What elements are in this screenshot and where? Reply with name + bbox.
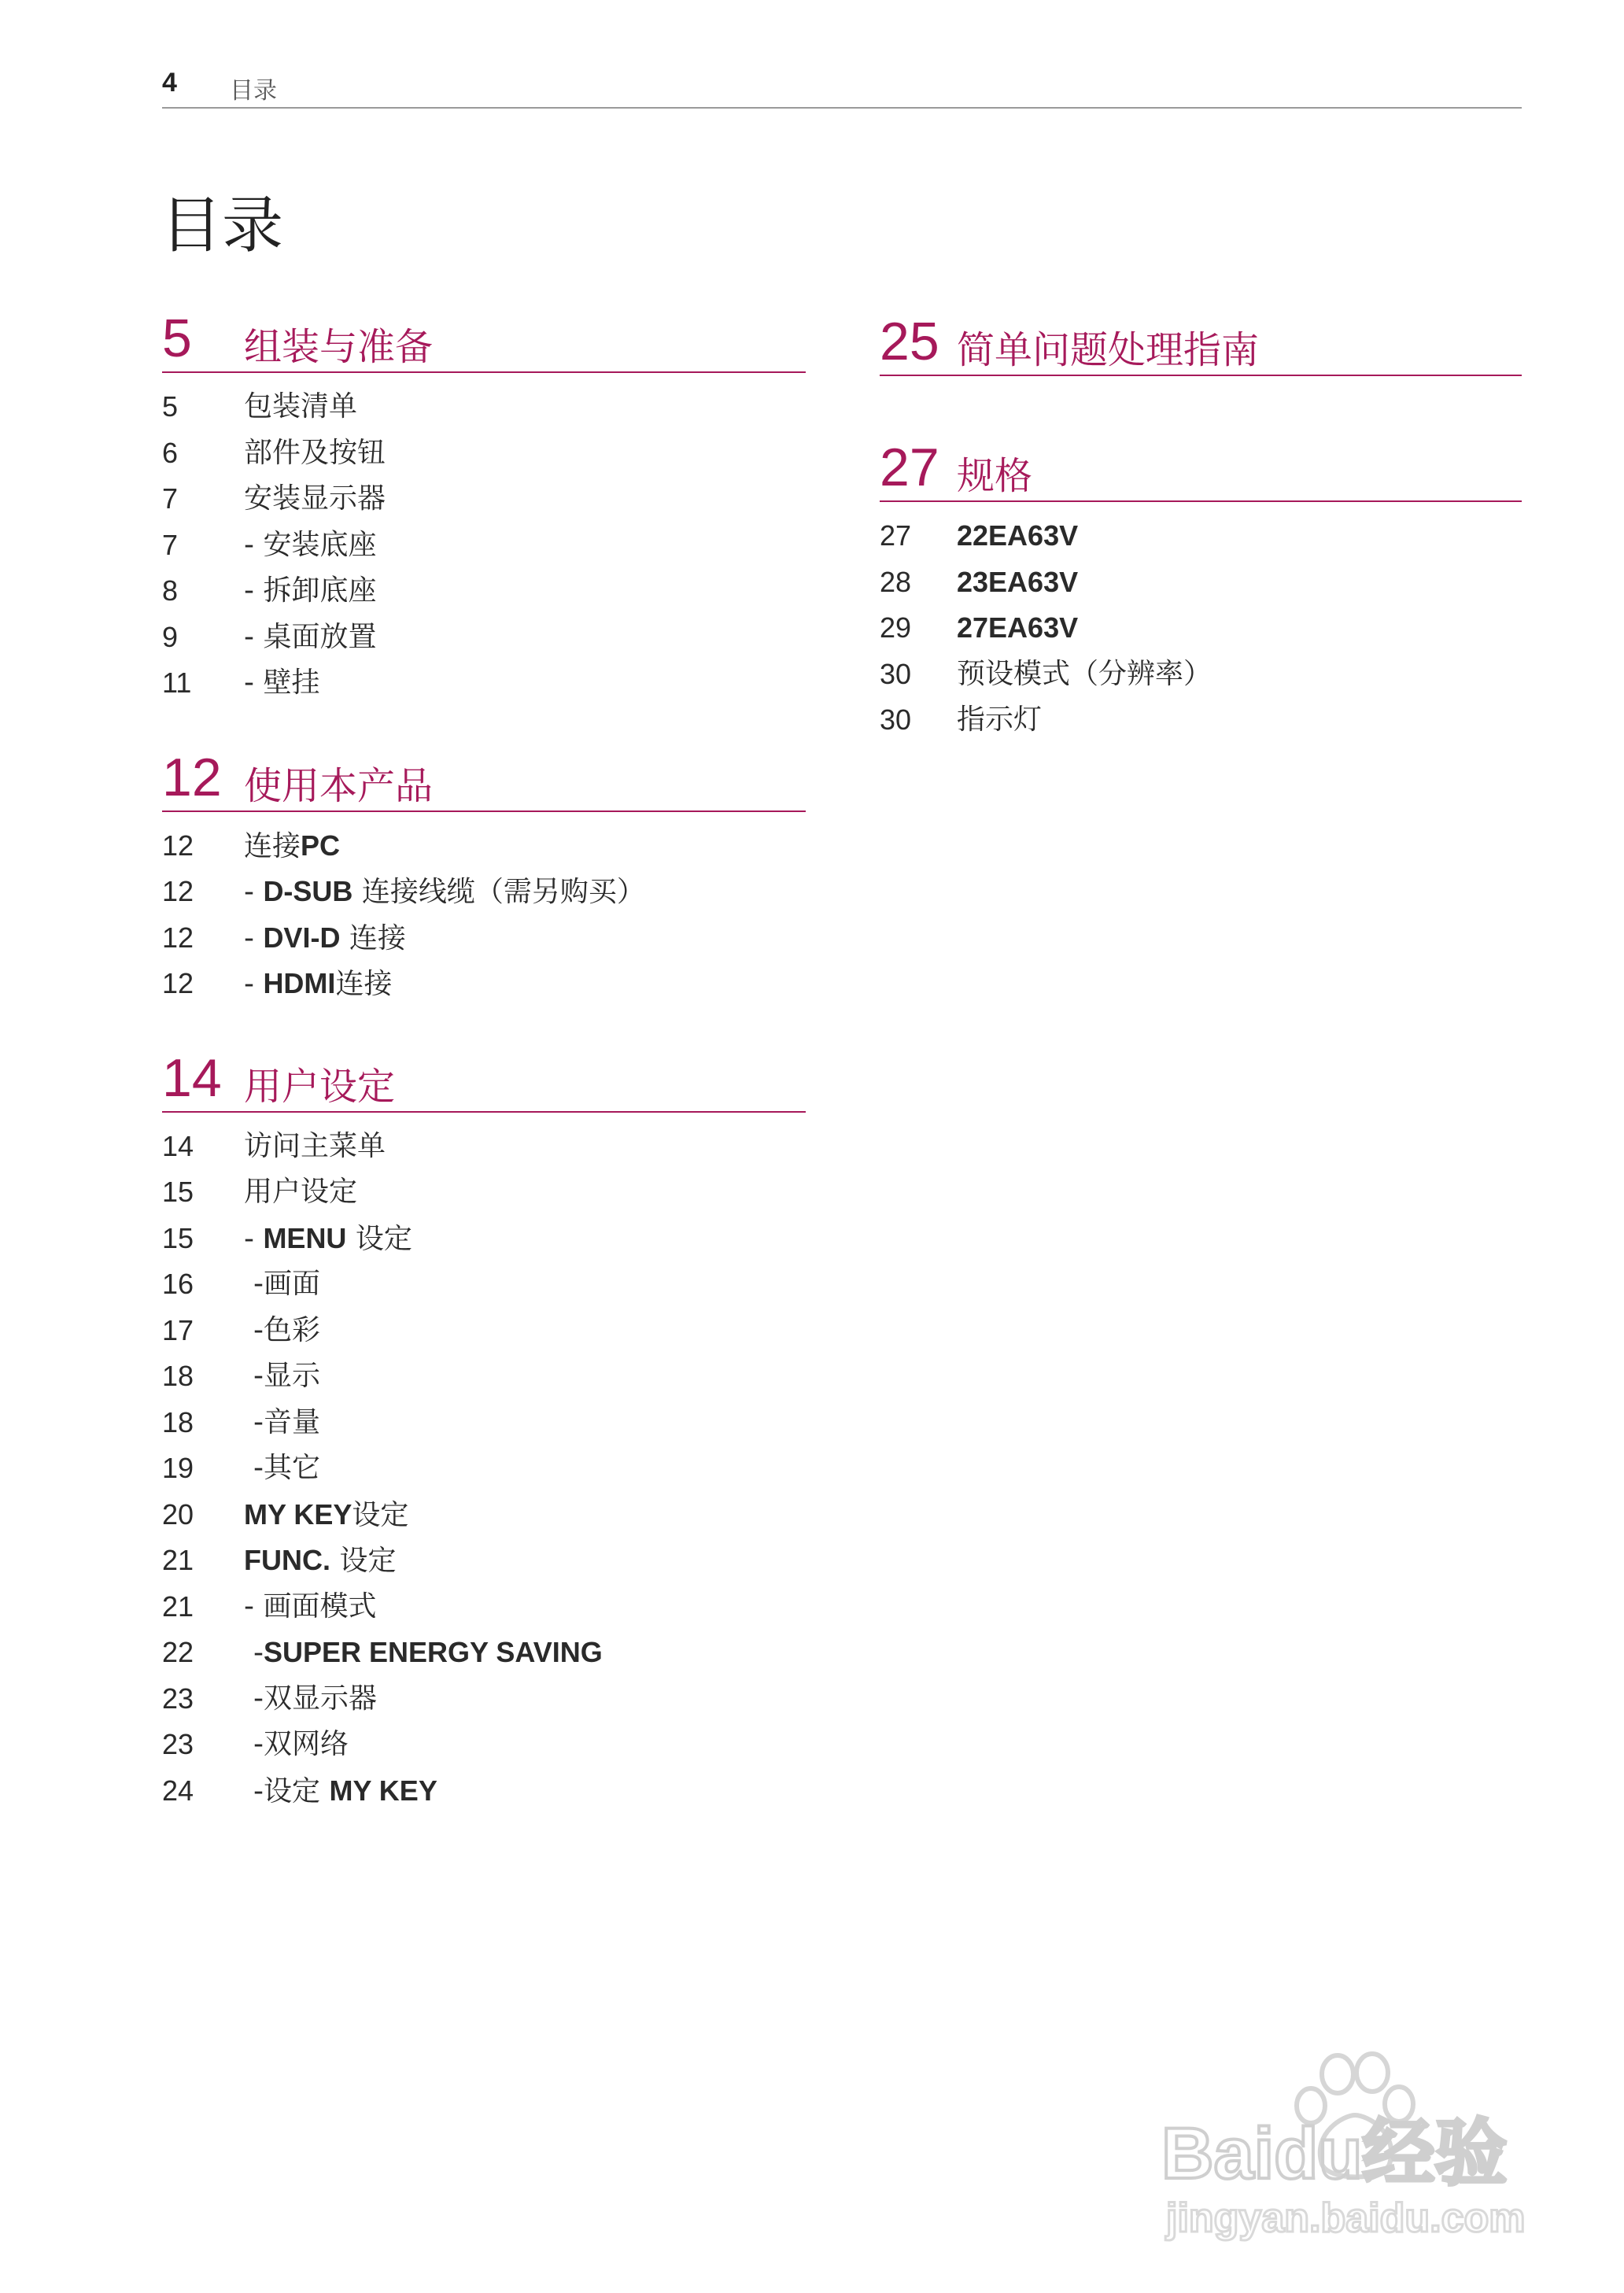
section-heading[interactable] [162,1048,806,1113]
toc-entry[interactable] [162,823,806,870]
entry-label: 设定 [264,1774,330,1807]
toc-section [162,748,806,1007]
entry-label-bold: D-SUB [263,875,353,907]
entry-prefix: - [244,921,264,954]
toc-section [162,1048,806,1815]
section-title: 规格 [957,454,1033,499]
entry-page: 21 [162,1590,194,1623]
entry-page: 29 [880,611,912,644]
toc-entry[interactable] [162,1124,806,1170]
toc-entry[interactable] [162,615,806,661]
toc-entry[interactable] [162,1768,806,1815]
entry-label: 访问主菜单 [244,1129,386,1162]
entry-label-bold: MY KEY [244,1497,352,1531]
section-page-number: 12 [162,747,222,807]
entry-prefix: - [244,1590,264,1623]
entry-label: 连接 [244,829,301,862]
entry-page: 9 [162,620,179,653]
entry-label-bold: 22EA63V [957,519,1079,552]
entry-page: 30 [880,657,912,690]
toc-entry[interactable] [162,915,806,962]
entry-label: 包装清单 [244,390,358,423]
entry-page: 14 [162,1129,194,1162]
page-header [162,68,1522,109]
entry-page: 20 [162,1497,194,1531]
toc-entry[interactable] [162,1216,806,1262]
toc-entry[interactable] [162,476,806,522]
entry-label: 音量 [264,1405,321,1438]
entry-label: 桌面放置 [263,620,377,653]
toc-entry[interactable] [162,430,806,477]
entry-label-bold: 27EA63V [957,611,1079,644]
entry-label-bold: FUNC. [244,1544,330,1576]
entry-page: 27 [880,519,912,552]
entry-page: 23 [162,1728,194,1760]
section-heading[interactable] [162,748,806,812]
entry-label: 壁挂 [263,666,320,699]
entry-label: 设定 [352,1498,409,1531]
entry-prefix: - [253,1682,264,1715]
baidu-jingyan-watermark [1155,2046,1564,2251]
entry-label-bold: MY KEY [329,1774,437,1807]
section-heading[interactable] [162,308,806,373]
toc-entry[interactable] [162,961,806,1007]
entry-label: 连接 [335,968,393,1000]
toc-entry[interactable] [880,559,1522,606]
entry-prefix: - [244,968,264,1000]
header-title: 目录 [230,77,277,105]
entry-label: 设定 [346,1222,412,1255]
section-page-number: 27 [880,438,939,497]
entry-prefix: - [244,1222,264,1255]
entry-label: 预设模式（分辨率） [957,657,1212,690]
entry-page: 19 [162,1452,194,1484]
entry-label: 部件及按钮 [244,436,386,469]
section-page-number: 14 [162,1047,222,1108]
entry-label: 设定 [330,1545,397,1577]
entry-label: 用户设定 [244,1176,358,1208]
entry-prefix: - [253,1637,264,1669]
toc-entry[interactable] [162,1676,806,1723]
page-title: 目录 [161,190,284,261]
toc-entry[interactable] [162,1492,806,1538]
entry-page: 18 [162,1405,194,1438]
entry-label: 安装显示器 [244,482,386,515]
entry-label: 显示 [264,1360,321,1392]
entry-page: 24 [162,1774,194,1807]
entry-page: 12 [162,875,194,907]
section-page-number: 25 [880,312,939,371]
entry-page: 15 [162,1176,194,1208]
entry-prefix: - [253,1360,264,1392]
entry-label: 双网络 [264,1728,349,1760]
toc-entry[interactable] [162,1169,806,1216]
entry-label: 双显示器 [264,1682,378,1715]
entry-page: 15 [162,1221,194,1254]
page-number: 4 [162,68,177,98]
entry-label-bold: SUPER ENERGY SAVING [264,1636,603,1668]
entry-page: 11 [162,666,192,699]
entry-prefix: - [253,1452,264,1484]
watermark-url: jingyan.baidu.com [1166,2195,1526,2241]
section-title: 组装与准备 [244,325,434,370]
toc-entry[interactable] [162,1584,806,1630]
toc-section [880,308,1522,376]
entry-label: 拆卸底座 [263,574,377,607]
entry-page: 5 [162,390,179,423]
entry-label: 其它 [264,1452,321,1484]
entry-prefix: - [244,528,264,561]
entry-page: 8 [162,574,179,607]
entry-prefix: - [253,1405,264,1438]
entry-prefix: - [253,1313,264,1346]
section-page-number: 5 [162,308,192,368]
section-title: 使用本产品 [244,763,434,808]
entry-page: 22 [162,1636,194,1668]
entry-page: 12 [162,829,194,862]
entry-label: 连接 [340,921,406,954]
section-heading[interactable] [880,308,1522,376]
toc-entry[interactable] [880,652,1522,698]
entry-label: 连接线缆（需另购买） [352,876,645,908]
toc-entry[interactable] [880,697,1522,744]
entry-prefix: - [244,666,264,699]
entry-page: 23 [162,1682,194,1715]
section-title: 简单问题处理指南 [957,328,1260,373]
entry-label-bold: PC [301,829,341,862]
toc-entry[interactable] [162,1261,806,1308]
toc-right-column [880,308,1522,744]
toc-entry[interactable] [162,660,806,707]
entry-label: 指示灯 [957,703,1043,736]
entry-prefix: - [244,620,264,653]
toc-entry[interactable] [162,1308,806,1354]
toc-entry[interactable] [162,1353,806,1400]
entry-page: 16 [162,1268,194,1300]
entry-label-bold: DVI-D [263,921,341,954]
toc-entry[interactable] [880,513,1522,559]
entry-prefix: - [253,1774,264,1807]
entry-page: 12 [162,921,194,954]
toc-entry[interactable] [880,605,1522,652]
toc-entry[interactable] [162,1400,806,1446]
toc-section [162,308,806,707]
toc-entry[interactable] [162,522,806,569]
entry-prefix: - [253,1268,264,1300]
watermark-brand: Baidu经验 [1161,2114,1508,2194]
entry-label: 画面模式 [263,1590,377,1623]
toc-entry[interactable] [162,1538,806,1584]
entry-prefix: - [253,1728,264,1760]
entry-prefix: - [244,574,264,607]
section-heading[interactable] [880,438,1522,502]
entry-page: 6 [162,436,179,469]
entry-page: 21 [162,1544,194,1576]
toc-entry[interactable] [162,1630,806,1676]
entry-page: 17 [162,1313,194,1346]
entry-page: 7 [162,528,179,561]
entry-page: 28 [880,565,912,598]
entry-label: 画面 [264,1268,321,1300]
toc-section [880,438,1522,744]
toc-entry[interactable] [162,1446,806,1492]
entry-label: 色彩 [264,1313,321,1346]
entry-label-bold: MENU [263,1221,347,1254]
entry-page: 30 [880,703,912,736]
toc-entry[interactable] [162,568,806,615]
entry-label-bold: 23EA63V [957,565,1079,598]
entry-label-bold: HDMI [263,967,336,999]
toc-entry[interactable] [162,1722,806,1768]
section-title: 用户设定 [244,1064,396,1109]
toc-left-column [162,308,806,1814]
entry-page: 7 [162,482,179,515]
toc-entry[interactable] [162,869,806,915]
toc-entry[interactable] [162,384,806,430]
entry-label: 安装底座 [263,528,377,561]
entry-page: 12 [162,967,194,999]
entry-prefix: - [244,876,264,908]
entry-page: 18 [162,1360,194,1392]
